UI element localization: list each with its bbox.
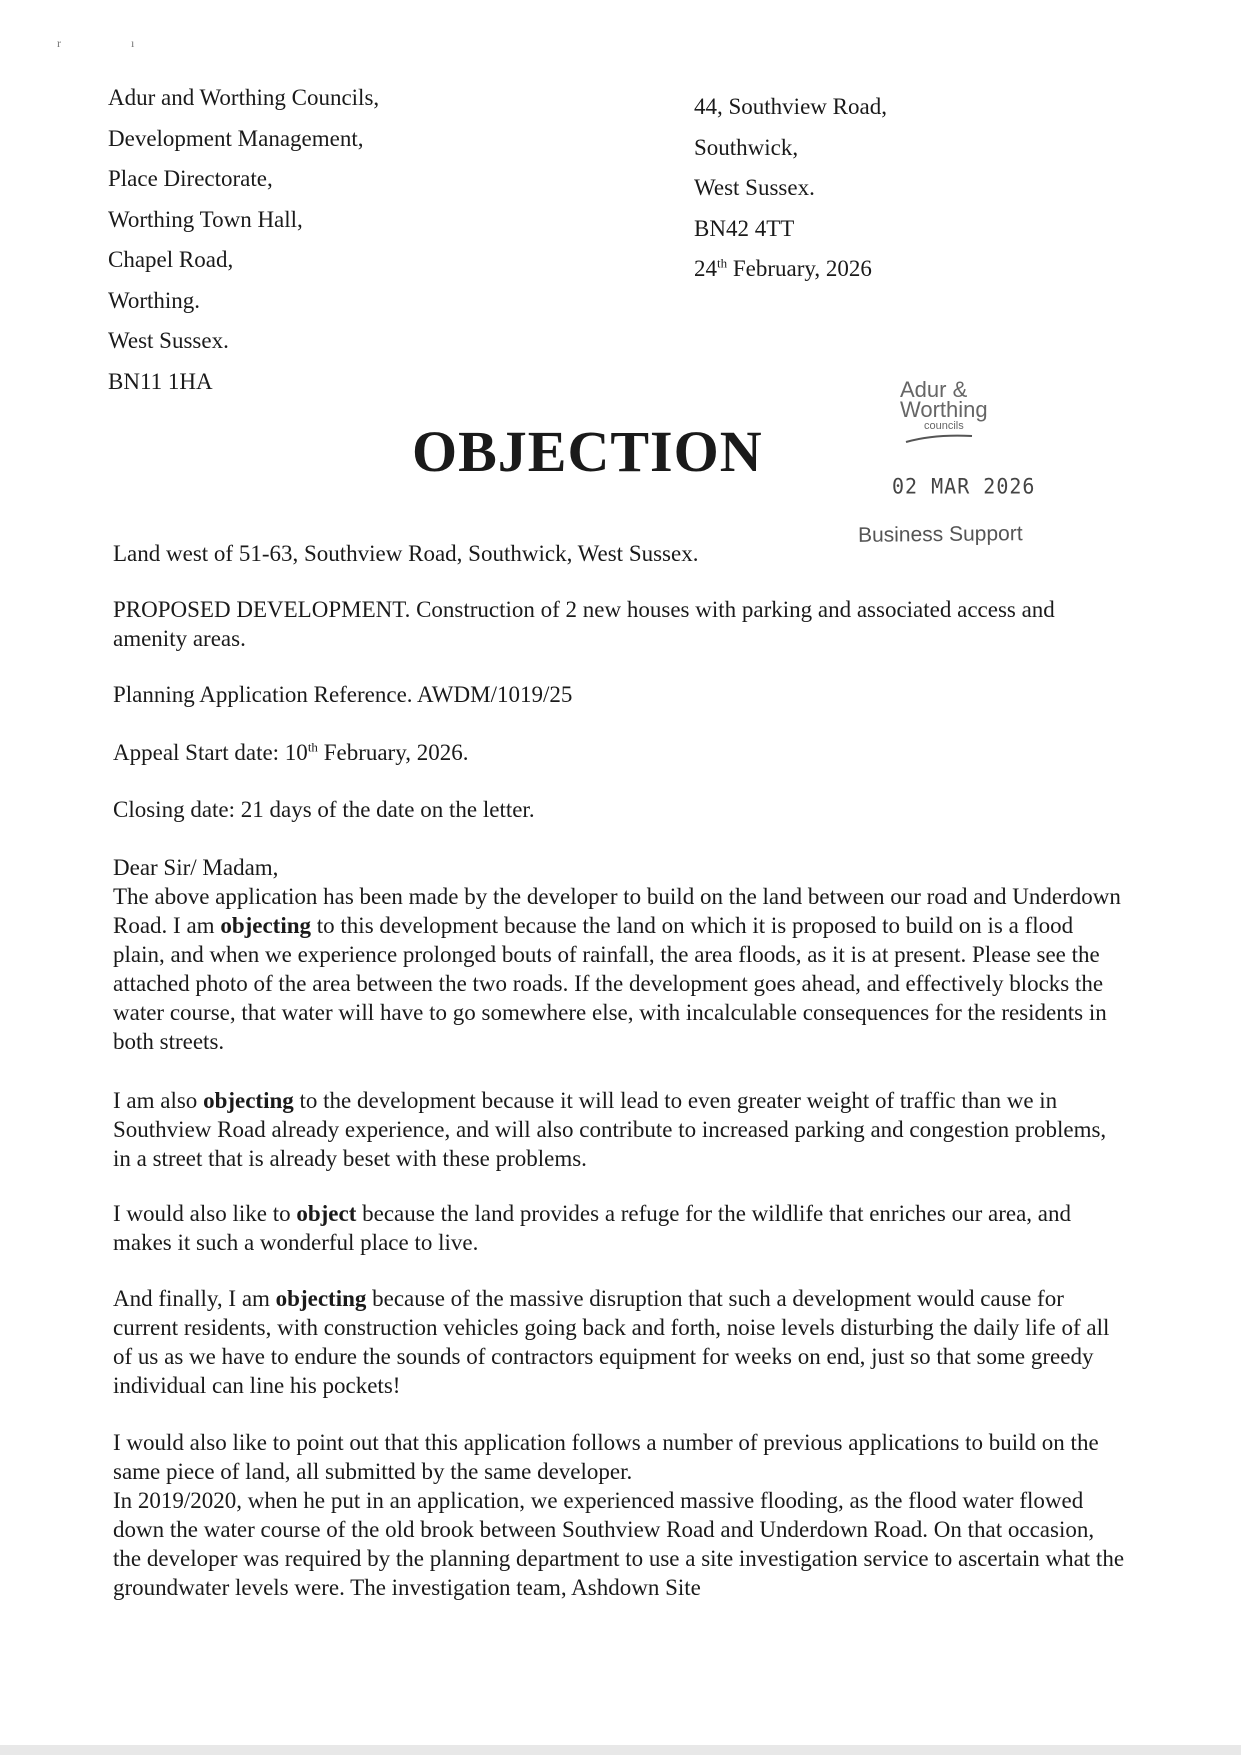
paragraph: I am also objecting to the development because it will lead to even greater weight of traffic than we in Southview Road already experience, and will also contribute to increased parking and congestion problems, in a street that is already beset with these problems. xyxy=(113,1088,1107,1171)
address-line: West Sussex. xyxy=(108,328,229,353)
address-line: Chapel Road, xyxy=(108,247,234,272)
address-line: Southwick, xyxy=(694,134,799,160)
address-line: Worthing. xyxy=(108,287,201,313)
paragraph: In 2019/2020, when he put in an application, we experienced massive flooding, as the flood water flowed down the water course of the old brook between Southview Road and Underdown Road. On that occasion, the developer was required by the planning department to use a site investigation service to ascertain what the groundwater levels were. The investigation team, Ashdown Site xyxy=(113,1488,1125,1600)
site-line: Land west of 51-63, Southview Road, Southwick, West Sussex. xyxy=(113,541,699,566)
paragraph: I would also like to point out that this application follows a number of previous applications to build on the same piece of land, all submitted by the same developer. xyxy=(113,1430,1099,1484)
recipient-address xyxy=(108,78,379,402)
scan-mark: ı xyxy=(131,36,135,50)
reference: Planning Application Reference. AWDM/1019/25 xyxy=(113,682,573,707)
closing-date: Closing date: 21 days of the date on the letter. xyxy=(113,797,535,822)
address-line: Development Management, xyxy=(108,125,364,151)
sender-address xyxy=(694,87,887,290)
paragraph: The above application has been made by the developer to build on the land between our road and Underdown Road. I am objecting to this development because the land on which it is proposed to build on is a flood plain, and when we experience prolonged bouts of rainfall, the area floods, as it is at present. Please see the attached photo of the area between the two roads. If the development goes ahead, and effectively blocks the water course, that water will have to go somewhere else, with incalculable consequences for the residents in both streets. xyxy=(113,884,1121,1054)
scan-edge xyxy=(0,1745,1241,1755)
address-line: 44, Southview Road, xyxy=(694,94,887,119)
salutation: Dear Sir/ Madam, xyxy=(113,855,279,880)
address-line: Place Directorate, xyxy=(108,166,273,191)
address-line: Worthing Town Hall, xyxy=(108,206,303,232)
scan-mark: r xyxy=(57,36,61,50)
received-stamp xyxy=(857,377,1048,550)
address-line: BN42 4TT xyxy=(694,215,795,241)
letter-date: 24th February, 2026 xyxy=(694,255,872,281)
appeal-date: Appeal Start date: 10th February, 2026. xyxy=(113,739,469,765)
logo-swoosh-icon xyxy=(904,432,974,444)
proposal: PROPOSED DEVELOPMENT. Construction of 2 new houses with parking and associated access and amenity areas. xyxy=(113,597,1055,651)
paragraph: I would also like to object because the land provides a refuge for the wildlife that enriches our area, and makes it such a wonderful place to live. xyxy=(113,1201,1071,1255)
stamp-department: Business Support xyxy=(857,522,1023,547)
address-line: Adur and Worthing Councils, xyxy=(108,85,380,110)
council-logo: Adur & Worthing councils xyxy=(900,377,988,432)
stamp-date: 02 MAR 2026 xyxy=(892,473,1036,499)
document-title: OBJECTION xyxy=(412,419,763,484)
address-line: West Sussex. xyxy=(694,175,815,200)
paragraph: And finally, I am objecting because of the massive disruption that such a development would cause for current residents, with construction vehicles going back and forth, noise levels disturbing the daily life of all of us as we have to endure the sounds of contractors equipment for weeks on end, just so that some greedy individual can line his pockets! xyxy=(113,1286,1110,1398)
address-line: BN11 1HA xyxy=(108,368,213,394)
